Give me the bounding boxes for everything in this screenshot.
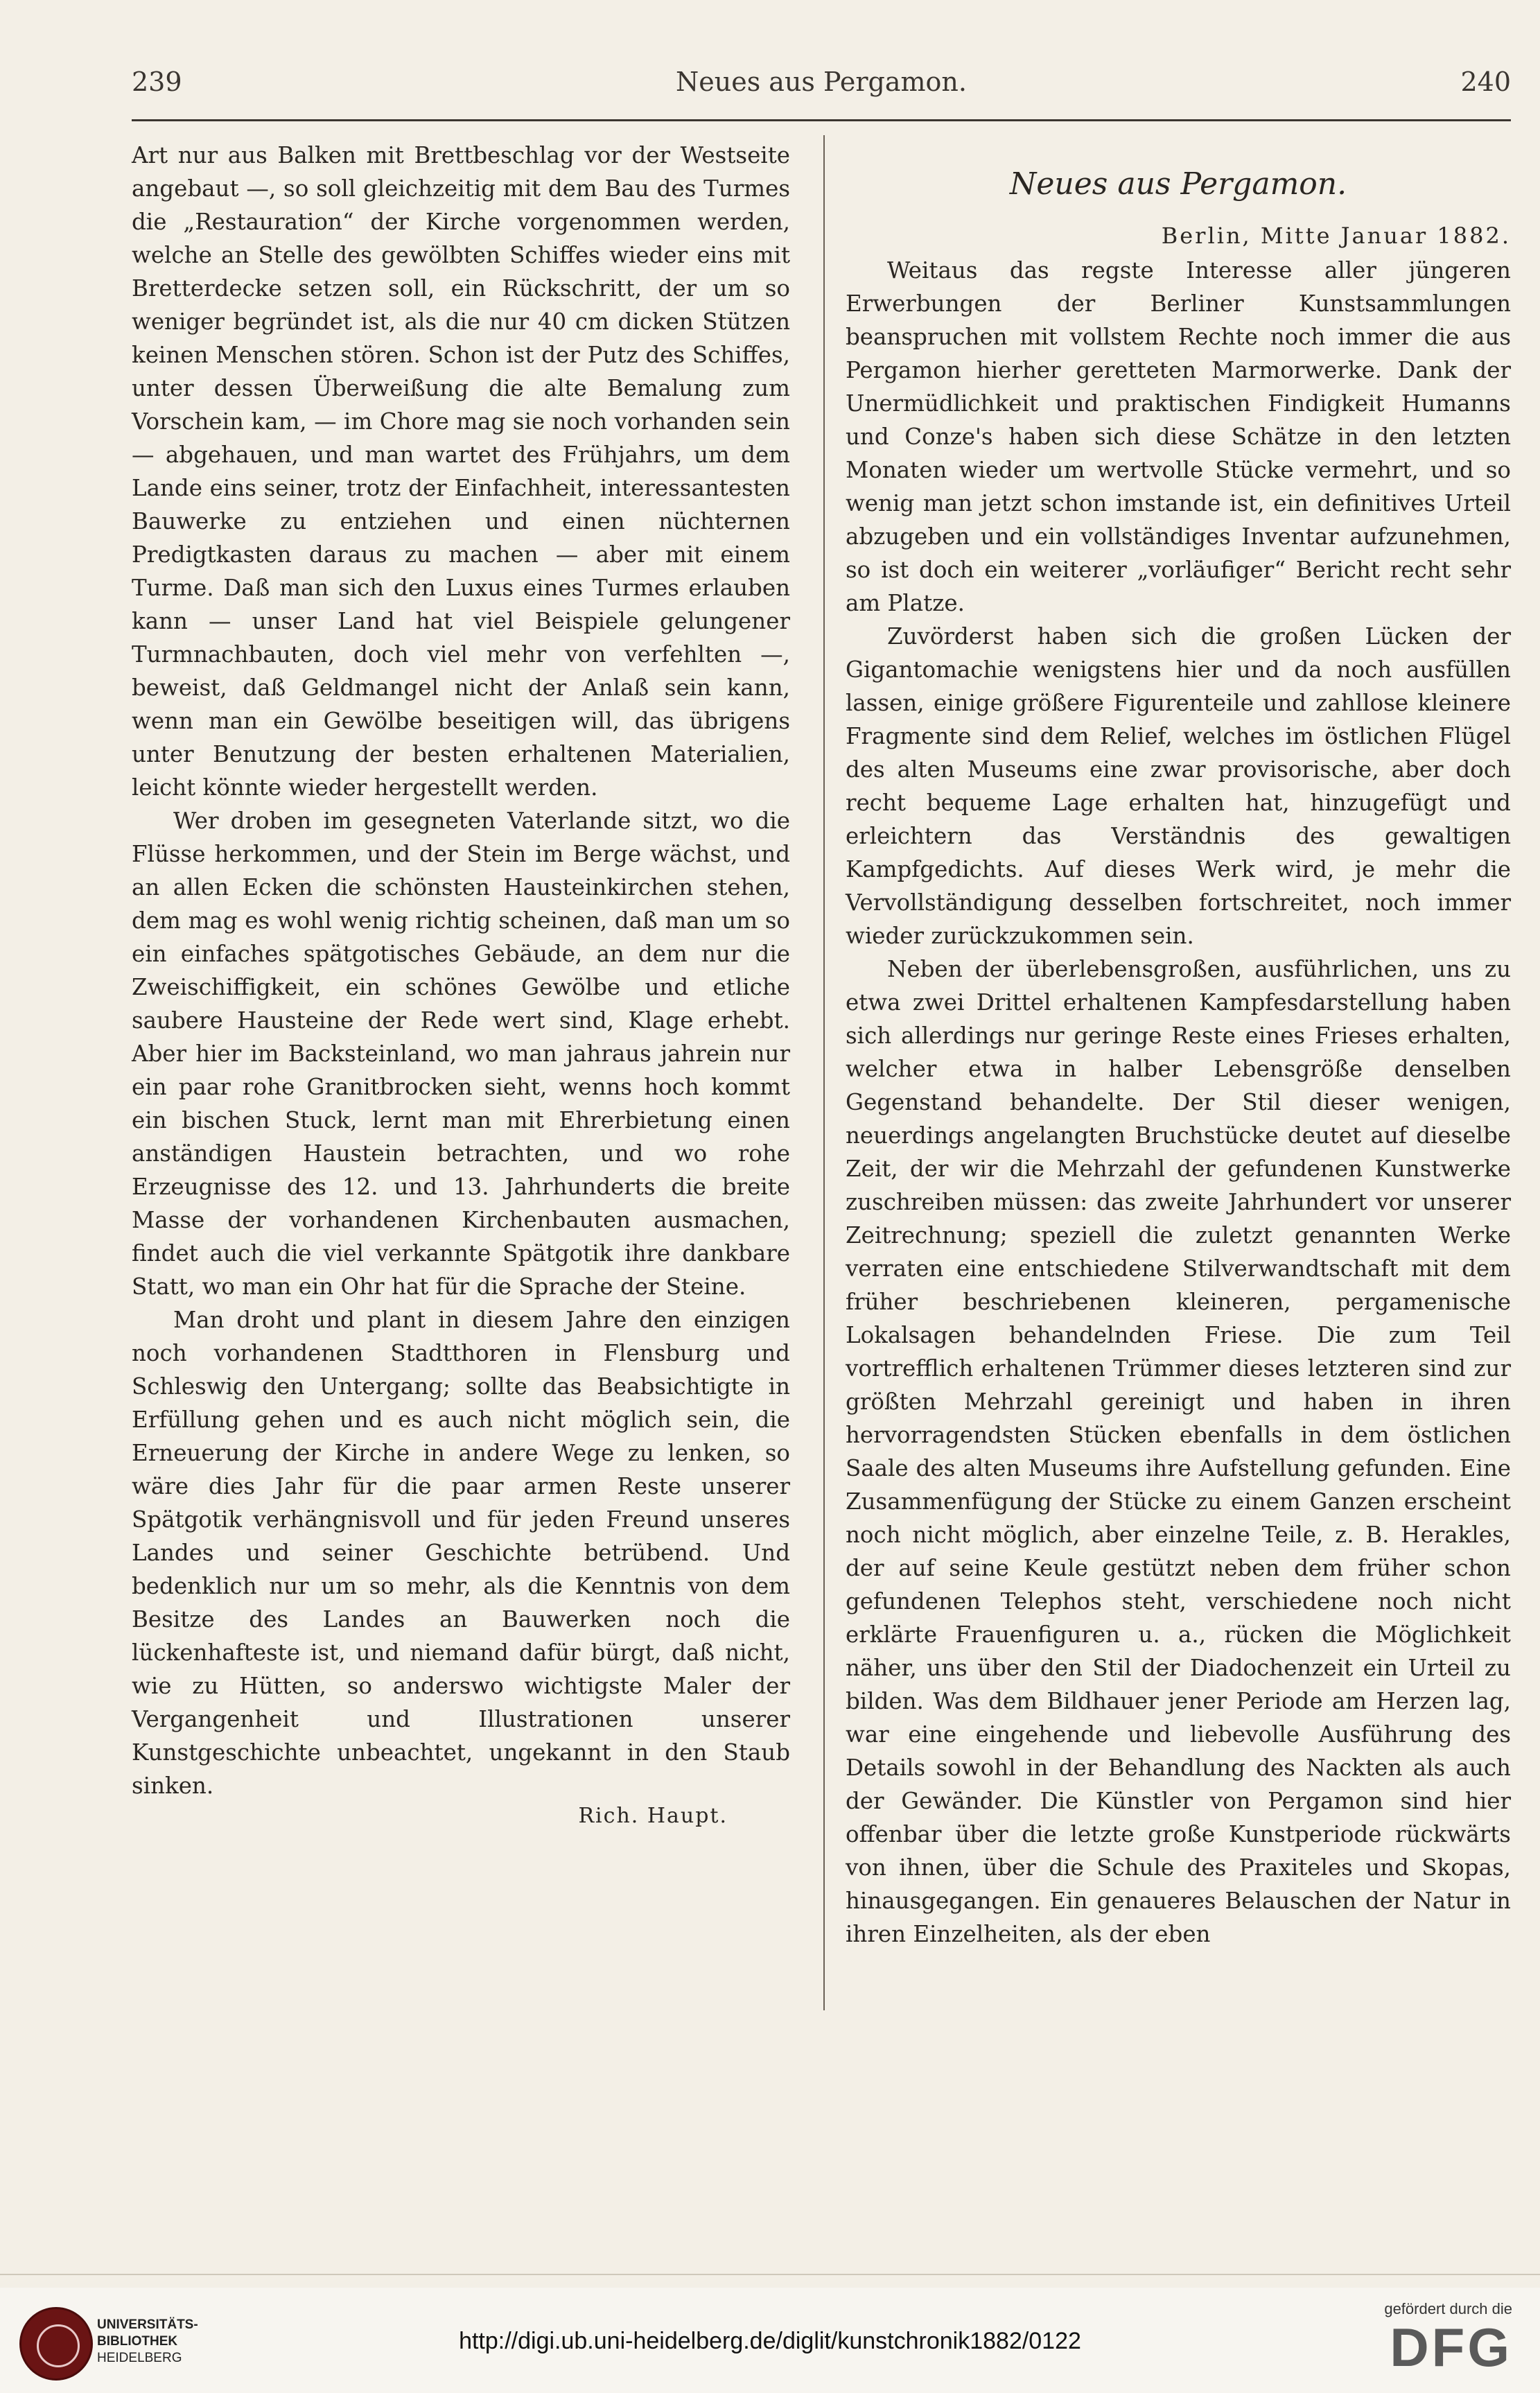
left-paragraph-2: Wer droben im gesegneten Vaterlande sitzt, wo die Flüsse herkommen, und der Stein im Berge wächst, und an allen Ecken die schönsten Hausteinkirchen stehen, dem mag es wohl wenig richtig scheinen, daß man um so ein einfaches spätgotisches Gebäude, an dem nur die Zweischiffigkeit, ein schönes Gewölbe und etliche saubere Hausteine der Rede wert sind, Klage erhebt. Aber hier im Backsteinland, wo man jahraus jahrein nur ein paar rohe Granitbrocken sieht, wenns hoch kommt ein bischen Stuck, lernt man mit Ehrerbietung einen anständigen Haustein betrachten, und wo rohe Erzeugnisse des 12. und 13. Jahrhunderts die breite Masse der vorhandenen Kirchenbauten ausmachen, findet auch die viel verkannte Spätgotik ihre dankbare Statt, wo man ein Ohr hat für die Sprache der Steine.: [132, 808, 790, 1300]
digitization-footer: [0, 2288, 1540, 2393]
article-title: Neues aus Pergamon.: [1009, 166, 1347, 202]
library-line-1: UNIVERSITÄTS-: [97, 2317, 198, 2332]
funder-caption: gefördert durch die: [1384, 2300, 1512, 2317]
header-rule: [132, 119, 1511, 121]
author-signature: Rich. Haupt.: [578, 1804, 728, 1828]
running-title: Neues aus Pergamon.: [676, 67, 967, 97]
article-dateline: Berlin, Mitte Januar 1882.: [1161, 223, 1511, 249]
right-paragraph-2: Zuvörderst haben sich die großen Lücken der Gigantomachie wenigstens hier und da noch ausfüllen lassen, einige größere Figurenteile und zahllose kleinere Fragmente sind dem Relief, welches im östlichen Flügel des alten Museums eine zwar provisorische, aber doch recht bequeme Lage erhalten hat, hinzugefügt und erleichtern das Verständnis des gewaltigen Kampfgedichts. Auf dieses Werk wird, je mehr die Vervollständigung desselben fortschreitet, noch immer wieder zurückzukommen sein.: [846, 623, 1511, 949]
page-number-right: 240: [1460, 67, 1511, 97]
funder-logo-text: DFG: [1390, 2317, 1512, 2378]
library-line-2: BIBLIOTHEK: [97, 2334, 178, 2349]
running-header: [132, 67, 1511, 108]
left-paragraph-3: Man droht und plant in diesem Jahre den einzigen noch vorhandenen Stadtthoren in Flensburg und Schleswig den Untergang; sollte das Beabsichtigte in Erfüllung gehen und es auch nicht möglich sein, die Erneuerung der Kirche in andere Wege zu lenken, so wäre dies Jahr für die paar armen Reste unserer Spätgotik verhängnisvoll und für jeden Freund unseres Landes und seiner Geschichte betrübend. Und bedenklich nur um so mehr, als die Kenntnis von dem Besitze des Landes an Bauwerken noch die lückenhafteste ist, und niemand dafür bürgt, daß nicht, wie zu Hütten, so anderswo wichtigste Maler der Vergangenheit und Illustrationen unserer Kunstgeschichte unbeachtet, ungekannt in den Staub sinken.: [132, 1307, 790, 1799]
right-column: [846, 165, 1511, 1951]
left-column: [132, 139, 790, 1833]
right-paragraph-3: Neben der überlebensgroßen, ausführlichen, uns zu etwa zwei Drittel erhaltenen Kampfesdarstellung haben sich allerdings nur geringe Reste eines Frieses erhalten, welcher etwa in halber Lebensgröße denselben Gegenstand behandelte. Der Stil dieser wenigen, neuerdings angelangten Bruchstücke deutet auf dieselbe Zeit, der wir die Mehrzahl der gefundenen Kunstwerke zuschreiben müssen: das zweite Jahrhundert vor unserer Zeitrechnung; speziell die zuletzt genannten Werke verraten eine entschiedene Stilverwandtschaft mit dem früher beschriebenen kleineren, pergamenische Lokalsagen behandelnden Friese. Die zum Teil vortrefflich erhaltenen Trümmer dieses letzteren sind zur größten Mehrzahl gereinigt und haben in ihren hervorragendsten Stücken ebenfalls in dem östlichen Saale des alten Museums ihre Aufstellung gefunden. Eine Zusammenfügung der Stücke zu einem Ganzen erscheint noch nicht möglich, aber einzelne Teile, z. B. Herakles, der auf seine Keule gestützt neben dem früher schon gefundenen Telephos steht, verschiedene noch nicht erklärte Frauenfiguren u. a., rücken die Möglichkeit näher, uns über den Stil der Diadochenzeit ein Urteil zu bilden. Was dem Bildhauer jener Periode am Herzen lag, war eine eingehende und liebevolle Ausführung des Details sowohl in der Behandlung des Nackten als auch der Gewänder. Die Künstler von Pergamon sind hier offenbar über die letzte große Kunstperiode rückwärts von ihnen, über die Schule des Praxiteles und Skopas, hinausgegangen. Ein genaueres Belauschen der Natur in ihren Einzelheiten, als der eben: [846, 956, 1511, 1947]
dfg-logo: [1353, 2300, 1512, 2376]
permalink-url[interactable]: http://digi.ub.uni-heidelberg.de/diglit/kunstchronik1882/0122: [459, 2328, 1081, 2354]
page-number-left: 239: [132, 67, 182, 97]
right-paragraph-1: Weitaus das regste Interesse aller jüngeren Erwerbungen der Berliner Kunstsammlungen beanspruchen mit vollstem Rechte noch immer die aus Pergamon hierher geretteten Marmorwerke. Dank der Unermüdlichkeit und praktischen Findigkeit Humanns und Conze's haben sich diese Schätze in den letzten Monaten wieder um wertvolle Stücke vermehrt, und so wenig man jetzt schon imstande ist, ein definitives Urteil abzugeben und ein vollständiges Inventar aufzunehmen, so ist doch ein weiterer „vorläufiger“ Bericht recht sehr am Platze.: [846, 257, 1511, 616]
column-divider: [823, 135, 825, 2010]
left-paragraph-1: Art nur aus Balken mit Brettbeschlag vor der Westseite angebaut —, so soll gleichzeitig mit dem Bau des Turmes die „Restauration“ der Kirche vorgenommen werden, welche an Stelle des gewölbten Schiffes wieder eins mit Bretterdecke setzen soll, ein Rückschritt, der um so weniger begründet ist, als die nur 40 cm dicken Stützen keinen Menschen stören. Schon ist der Putz des Schiffes, unter dessen Überweißung die alte Bemalung zum Vorschein kam, — im Chore mag sie noch vorhanden sein — abgehauen, und man wartet des Frühjahrs, um dem Lande eins seiner, trotz der Einfachheit, interessantesten Bauwerke zu entziehen und einen nüchternen Predigtkasten daraus zu machen — aber mit einem Turme. Daß man sich den Luxus eines Turmes erlauben kann — unser Land hat viel Beispiele gelungener Turmnachbauten, doch viel mehr von verfehlten —, beweist, daß Geldmangel nicht der Anlaß sein kann, wenn man ein Gewölbe beseitigen will, das übrigens unter Benutzung der besten erhaltenen Materialien, leicht könnte wieder hergestellt werden.: [132, 142, 790, 801]
library-line-3: HEIDELBERG: [97, 2351, 182, 2365]
footer-divider: [0, 2274, 1540, 2275]
